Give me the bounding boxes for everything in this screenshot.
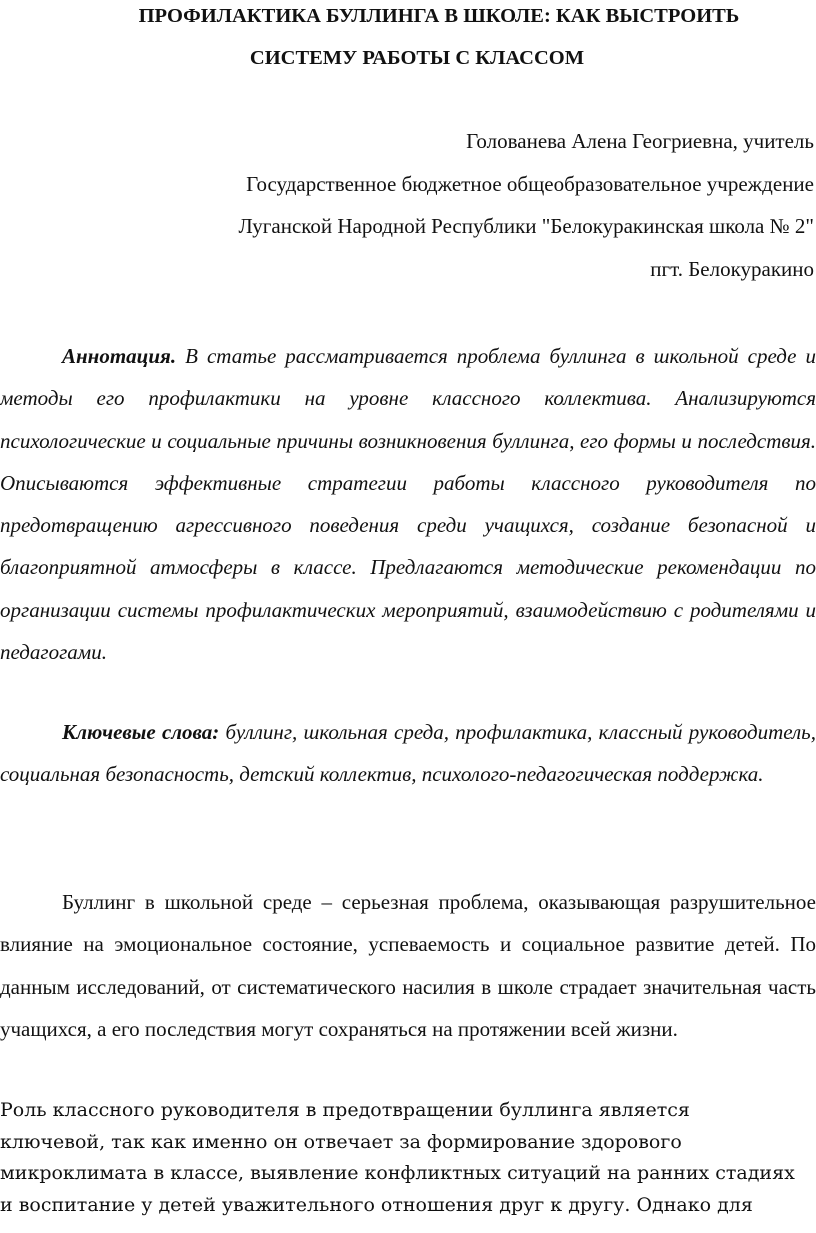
author-location: пгт. Белокуракино xyxy=(650,257,814,281)
body-paragraph-2-line: Роль классного руководителя в предотвращении буллинга является xyxy=(0,1099,690,1121)
author-institution: Государственное бюджетное общеобразовательное учреждение xyxy=(246,172,814,196)
keywords-text: буллинг, школьная среда, профилактика, классный руководитель, социальная безопасность, детский коллектив, психолого-педагогическая поддержка. xyxy=(0,720,816,787)
body-paragraph-2-line: ключевой, так как именно он отвечает за формирование здорового xyxy=(0,1130,682,1153)
annotation-paragraph xyxy=(0,335,816,673)
keywords-label: Ключевые слова: xyxy=(62,720,220,744)
author-institution-name: Луганской Народной Республики "Белокуракинская школа № 2" xyxy=(238,214,814,238)
body-paragraph-2-line: и воспитание у детей уважительного отношения друг к другу. Однако для xyxy=(0,1193,753,1216)
author-name: Голованева Алена Геогриевна, учитель xyxy=(466,129,814,153)
document-title-line-1: ПРОФИЛАКТИКА БУЛЛИНГА В ШКОЛЕ: КАК ВЫСТРОИТЬ xyxy=(138,5,740,27)
body-paragraph-1: Буллинг в школьной среде – серьезная проблема, оказывающая разрушительное влияние на эмоциональное состояние, успеваемость и социальное развитие детей. По данным исследований, от систематического насилия в школе страдает значительная часть учащихся, а его последствия могут сохраняться на протяжении всей жизни. xyxy=(0,890,816,1041)
annotation-text: В статье рассматривается проблема буллинга в школьной среде и методы его профилактики на уровне классного коллектива. Анализируются психологические и социальные причины возникновения буллинга, его формы и последствия. Описываются эффективные стратегии работы классного руководителя по предотвращению агрессивного поведения среди учащихся, создание безопасной и благоприятной атмосферы в классе. Предлагаются методические рекомендации по организации системы профилактических мероприятий, взаимодействию с родителями и педагогами. xyxy=(0,344,816,665)
annotation-label: Аннотация. xyxy=(62,344,177,368)
body-paragraph-2-line: микроклимата в классе, выявление конфликтных ситуаций на ранних стадиях xyxy=(0,1162,795,1184)
keywords-paragraph xyxy=(0,711,816,796)
document-title-line-2: СИСТЕМУ РАБОТЫ С КЛАССОМ xyxy=(249,47,585,69)
body-paragraph-2 xyxy=(0,1095,816,1221)
